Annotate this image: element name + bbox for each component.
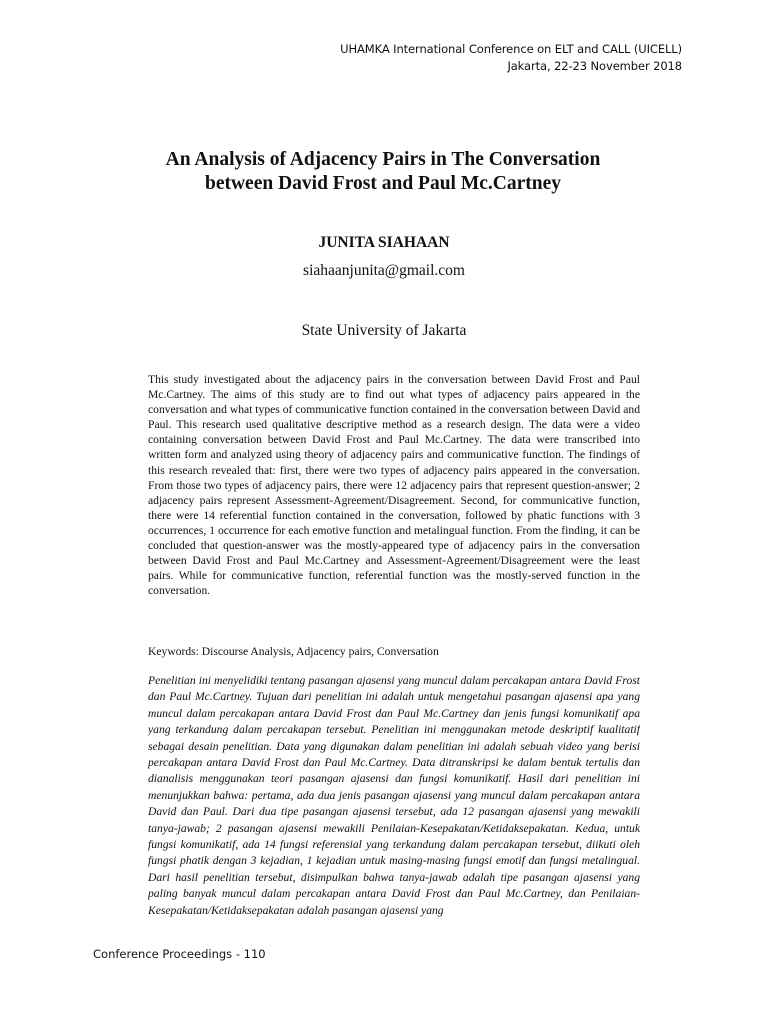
abstract-indonesian: Penelitian ini menyelidiki tentang pasangan ajasensi yang muncul dalam percakapan antara David Frost dan Paul Mc.Cartney. Tujuan dari penelitian ini adalah untuk mengetahui pasangan ajasensi apa yang muncul dalam percakapan antara David Frost dan Paul Mc.Cartney dan jenis fungsi komunikatif apa yang terkandung dalam percakapan tersebut. Penelitian ini menggunakan metode deskriptif kualitatif sebagai desain penelitian. Data yang digunakan dalam penelitian ini adalah sebuah video yang berisi percakapan antara David Frost dan Paul Mc.Cartney. Data ditranskripsi ke dalam bentuk tertulis dan dianalisis menggunakan teori pasangan ajasensi dan fungsi komunikatif. Hasil dari penelitian ini menunjukkan bahwa: pertama, ada dua jenis pasangan ajasensi yang muncul dalam percakapan antara David dan Paul. Dari dua tipe pasangan ajasensi tersebut, ada 12 pasangan ajasensi yang mewakili tanya-jawab; 2 pasangan ajasensi mewakili Penilaian-Kesepakatan/Ketidaksepakatan. Kedua, untuk fungsi komunikatif, ada 14 fungsi referensial yang terkandung dalam percakapan tersebut, diikuti oleh fungsi phatik dengan 3 kejadian, 1 kejadian untuk masing-masing fungsi emotif dan fungsi metalingual. Dari hasil penelitian tersebut, disimpulkan bahwa tanya-jawab adalah tipe pasangan ajasensi yang paling banyak muncul dalam percakapan antara David Frost dan Paul Mc.Cartney, dan Penilaian-Kesepakatan/Ketidaksepakatan adalah pasangan ajasensi yang [148,674,640,917]
page-footer: Conference Proceedings - 110 [93,947,266,961]
author-name: JUNITA SIAHAAN [318,234,450,251]
author-email: siahaanjunita@gmail.com [303,262,465,279]
keywords: Keywords: Discourse Analysis, Adjacency pairs, Conversation [148,645,439,658]
conference-place-date: Jakarta, 22-23 November 2018 [507,59,682,73]
conference-name: UHAMKA International Conference on ELT and CALL (UICELL) [340,42,682,56]
paper-title [60,148,706,196]
paper-title-line-1: An Analysis of Adjacency Pairs in The Conversation [165,149,601,170]
author-affiliation: State University of Jakarta [301,322,467,339]
paper-title-line-2: between David Frost and Paul Mc.Cartney [204,173,562,194]
abstract-english: This study investigated about the adjacency pairs in the conversation between David Frost and Paul Mc.Cartney. The aims of this study are to find out what types of adjacency pairs appeared in the conversation and what types of communicative function contained in the conversation between David and Paul. This research used qualitative descriptive method as a research design. The data were a video containing conversation between David Frost and Paul Mc.Cartney. The data were transcribed into written form and analyzed using theory of adjacency pairs and communicative function. The findings of this research revealed that: first, there were two types of adjacency pairs appeared in the conversation. From those two types of adjacency pairs, there were 12 adjacency pairs that represent question-answer; 2 adjacency pairs represent Assessment-Agreement/Disagreement. Second, for communicative function, there were 14 referential function contained in the conversation, followed by phatic functions with 3 occurrences, 1 occurrence for each emotive function and metalingual function. From the finding, it can be concluded that question-answer was the mostly-appeared type of adjacency pairs in the conversation between David Frost and Paul Mc.Cartney and Assessment-Agreement/Disagreement were the least pairs. While for communicative function, referential function was the mostly-served function in the conversation. [148,373,640,598]
running-header [340,41,682,75]
